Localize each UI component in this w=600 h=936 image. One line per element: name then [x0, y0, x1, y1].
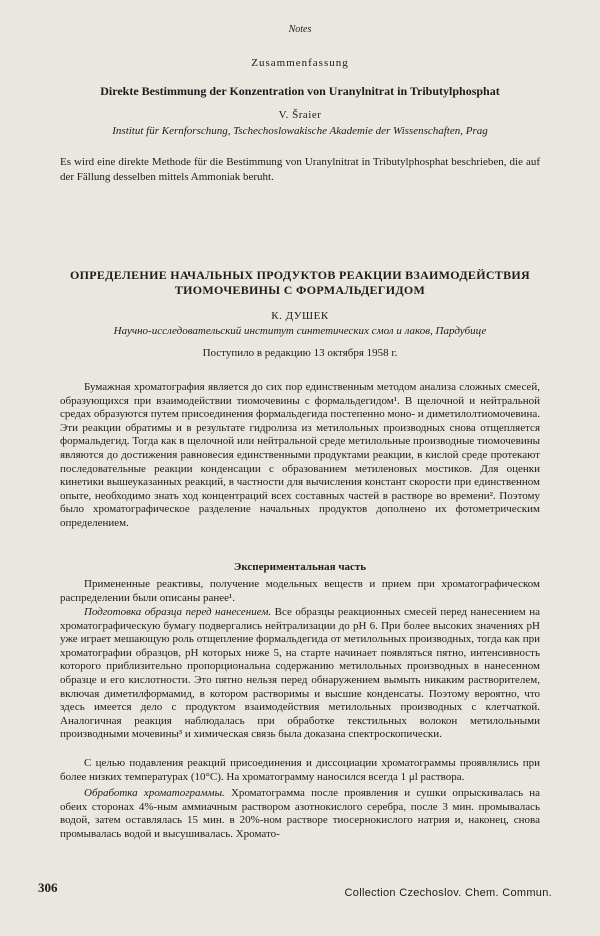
article-title-line-1: ОПРЕДЕЛЕНИЕ НАЧАЛЬНЫХ ПРОДУКТОВ РЕАКЦИИ ВЗАИМОДЕЙСТВИЯ: [69, 268, 531, 282]
received-date: Поступило в редакцию 13 октября 1958 г.: [202, 347, 398, 359]
journal-name: Collection Czechoslov. Chem. Commun.: [344, 887, 552, 899]
summary-title: Direkte Bestimmung der Konzentration von Uranylnitrat in Tributylphosphat: [100, 84, 500, 98]
reagents-paragraph: Примененные реактивы, получение модельных веществ и прием при хроматографическом распределении были описаны ранее¹.: [60, 578, 540, 604]
sample-prep-paragraph: [60, 606, 540, 742]
temperature-paragraph: С целью подавления реакций присоединения и диссоциации хроматограммы проявлялись при более низких температурах (10°С). На хроматограмму наносился всегда 1 μl раствора.: [60, 757, 540, 783]
summary-institution: Institut für Kernforschung, Tschechoslowakische Akademie der Wissenschaften, Prag: [112, 125, 488, 137]
article-author: К. ДУШЕК: [271, 310, 329, 322]
article-institution: Научно-исследовательский институт синтетических смол и лаков, Пардубице: [113, 325, 487, 337]
processing-paragraph: [60, 787, 540, 841]
sample-prep-text: Все образцы реакционных смесей перед нанесением на хроматографическую бумагу подвергались нейтрализации до рН 6. При более высоких значениях рН уже играет мешающую роль отщепление формальдегида от метилольных производных, тогда как при хроматографии образцов, рН которых ниже 5, на старте начинает появляться пятно, интенсивность которого приблизительно пропорциональна содержанию метилольных производных в нанесенном образце и его кислотности. Это пятно нельзя перед обнаружением вымыть никаким растворителем, включая диметилформамид, в котором растворимы и высшие конденсаты. Поэтому вероятно, что здесь имеется дело с продуктом взаимодействия метилольных производных с клетчаткой. Аналогичная реакция наблюдалась при обработке текстильных волокон метилольными производными мочевины³ и химическая связь была доказана спектроскопически.: [60, 606, 540, 741]
running-head: Notes: [288, 24, 312, 35]
summary-abstract: Es wird eine direkte Methode für die Bestimmung von Uranylnitrat in Tributylphosphat beschrieben, die auf der Fällung desselben mittels Ammoniak beruht.: [60, 156, 540, 183]
intro-paragraph: Бумажная хроматография является до сих пор единственным методом анализа сложных смесей, образующихся при взаимодействии тиомочевины с формальдегидом¹. В щелочной и нейтральной средах образуются путем присоединения формальдегида постепенно моно- и диметилолтиомочевина. Эти реакции обратимы и в результате гидролиза из метилольных производных снова отщепляется формальдегид. Тогда как в щелочной или нейтральной среде метилольные производные тиомочевины являются до достижения равновесия единственными продуктами реакции, в кислой среде протекают последовательные реакции конденсации с образованием метиленовых мостиков. Для оценки кинетики вышеуказанных реакций, в частности для вычисления констант скорости при единственном опыте, необходимо знать ход концентраций всех составных частей в растворе во времени². Поэтому было хроматографическое разделение начальных продуктов дополнено их фотометрическим определением.: [60, 381, 540, 529]
processing-text: Хроматограмма после проявления и сушки опрыскивалась на обеих сторонах 4%-ным аммиачным раствором азотнокислого серебра, после 3 мин. промывалась водой, затем оставлялась 15 мин. в 20%-ном растворе тиосернокислого натрия и, наконец, снова промывалась водой и высушивалась. Хромато-: [60, 787, 540, 840]
section-heading: Экспериментальная часть: [233, 561, 367, 573]
summary-heading: Zusammenfassung: [251, 57, 349, 69]
article-title: [40, 268, 560, 298]
sample-prep-lead: Подготовка образца перед нанесением.: [84, 606, 272, 618]
page-number: 306: [38, 880, 58, 895]
summary-author: V. Šraier: [278, 109, 322, 121]
processing-lead: Обработка хроматограммы.: [84, 787, 225, 799]
article-title-line-2: ТИОМОЧЕВИНЫ С ФОРМАЛЬДЕГИДОМ: [174, 283, 426, 297]
